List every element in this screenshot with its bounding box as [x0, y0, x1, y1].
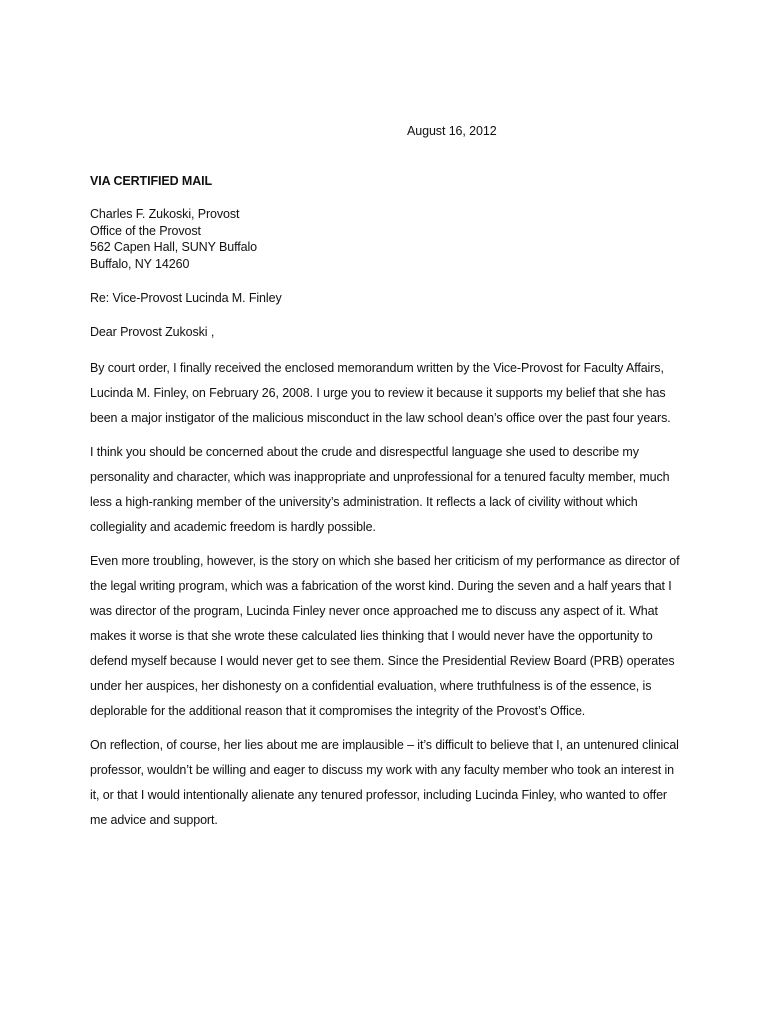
letter-date: August 16, 2012 [407, 124, 497, 138]
letter-body [90, 356, 686, 842]
body-paragraph: Even more troubling, however, is the story on which she based her criticism of my performance as director of the legal writing program, which was a fabrication of the worst kind. During the seven and a half years that I was director of the program, Lucinda Finley never once approached me to discuss any aspect of it. What makes it worse is that she wrote these calculated lies thinking that I would never have the opportunity to defend myself because I would never get to see them. Since the Presidential Review Board (PRB) operates under her auspices, her dishonesty on a confidential evaluation, where truthfulness is of the essence, is deplorable for the additional reason that it compromises the integrity of the Provost’s Office. [90, 554, 680, 718]
salutation: Dear Provost Zukoski , [90, 325, 215, 339]
recipient-office: Office of the Provost [90, 223, 201, 238]
body-paragraph: I think you should be concerned about the crude and disrespectful language she used to describe my personality and character, which was inappropriate and unprofessional for a tenured faculty member, much less a high-ranking member of the university’s administration. It reflects a lack of civility without which collegiality and academic freedom is hardly possible. [90, 445, 670, 534]
recipient-city: Buffalo, NY 14260 [90, 256, 190, 271]
recipient-name: Charles F. Zukoski, Provost [90, 207, 240, 221]
body-paragraph: On reflection, of course, her lies about me are implausible – it’s difficult to believe that I, an untenured clinical professor, wouldn’t be willing and eager to discuss my work with any faculty member who took an interest in it, or that I would intentionally alienate any tenured professor, including Lucinda Finley, who wanted to offer me advice and support. [90, 738, 679, 827]
subject-line: Re: Vice-Provost Lucinda M. Finley [90, 291, 282, 305]
recipient-street: 562 Capen Hall, SUNY Buffalo [90, 240, 257, 254]
body-paragraph: By court order, I finally received the enclosed memorandum written by the Vice-Provost for Faculty Affairs, Lucinda M. Finley, on February 26, 2008. I urge you to review it because it supports my belief that she has been a major instigator of the malicious misconduct in the law school dean’s office over the past four years. [90, 361, 671, 425]
delivery-method: VIA CERTIFIED MAIL [90, 174, 213, 188]
recipient-address [90, 206, 390, 272]
